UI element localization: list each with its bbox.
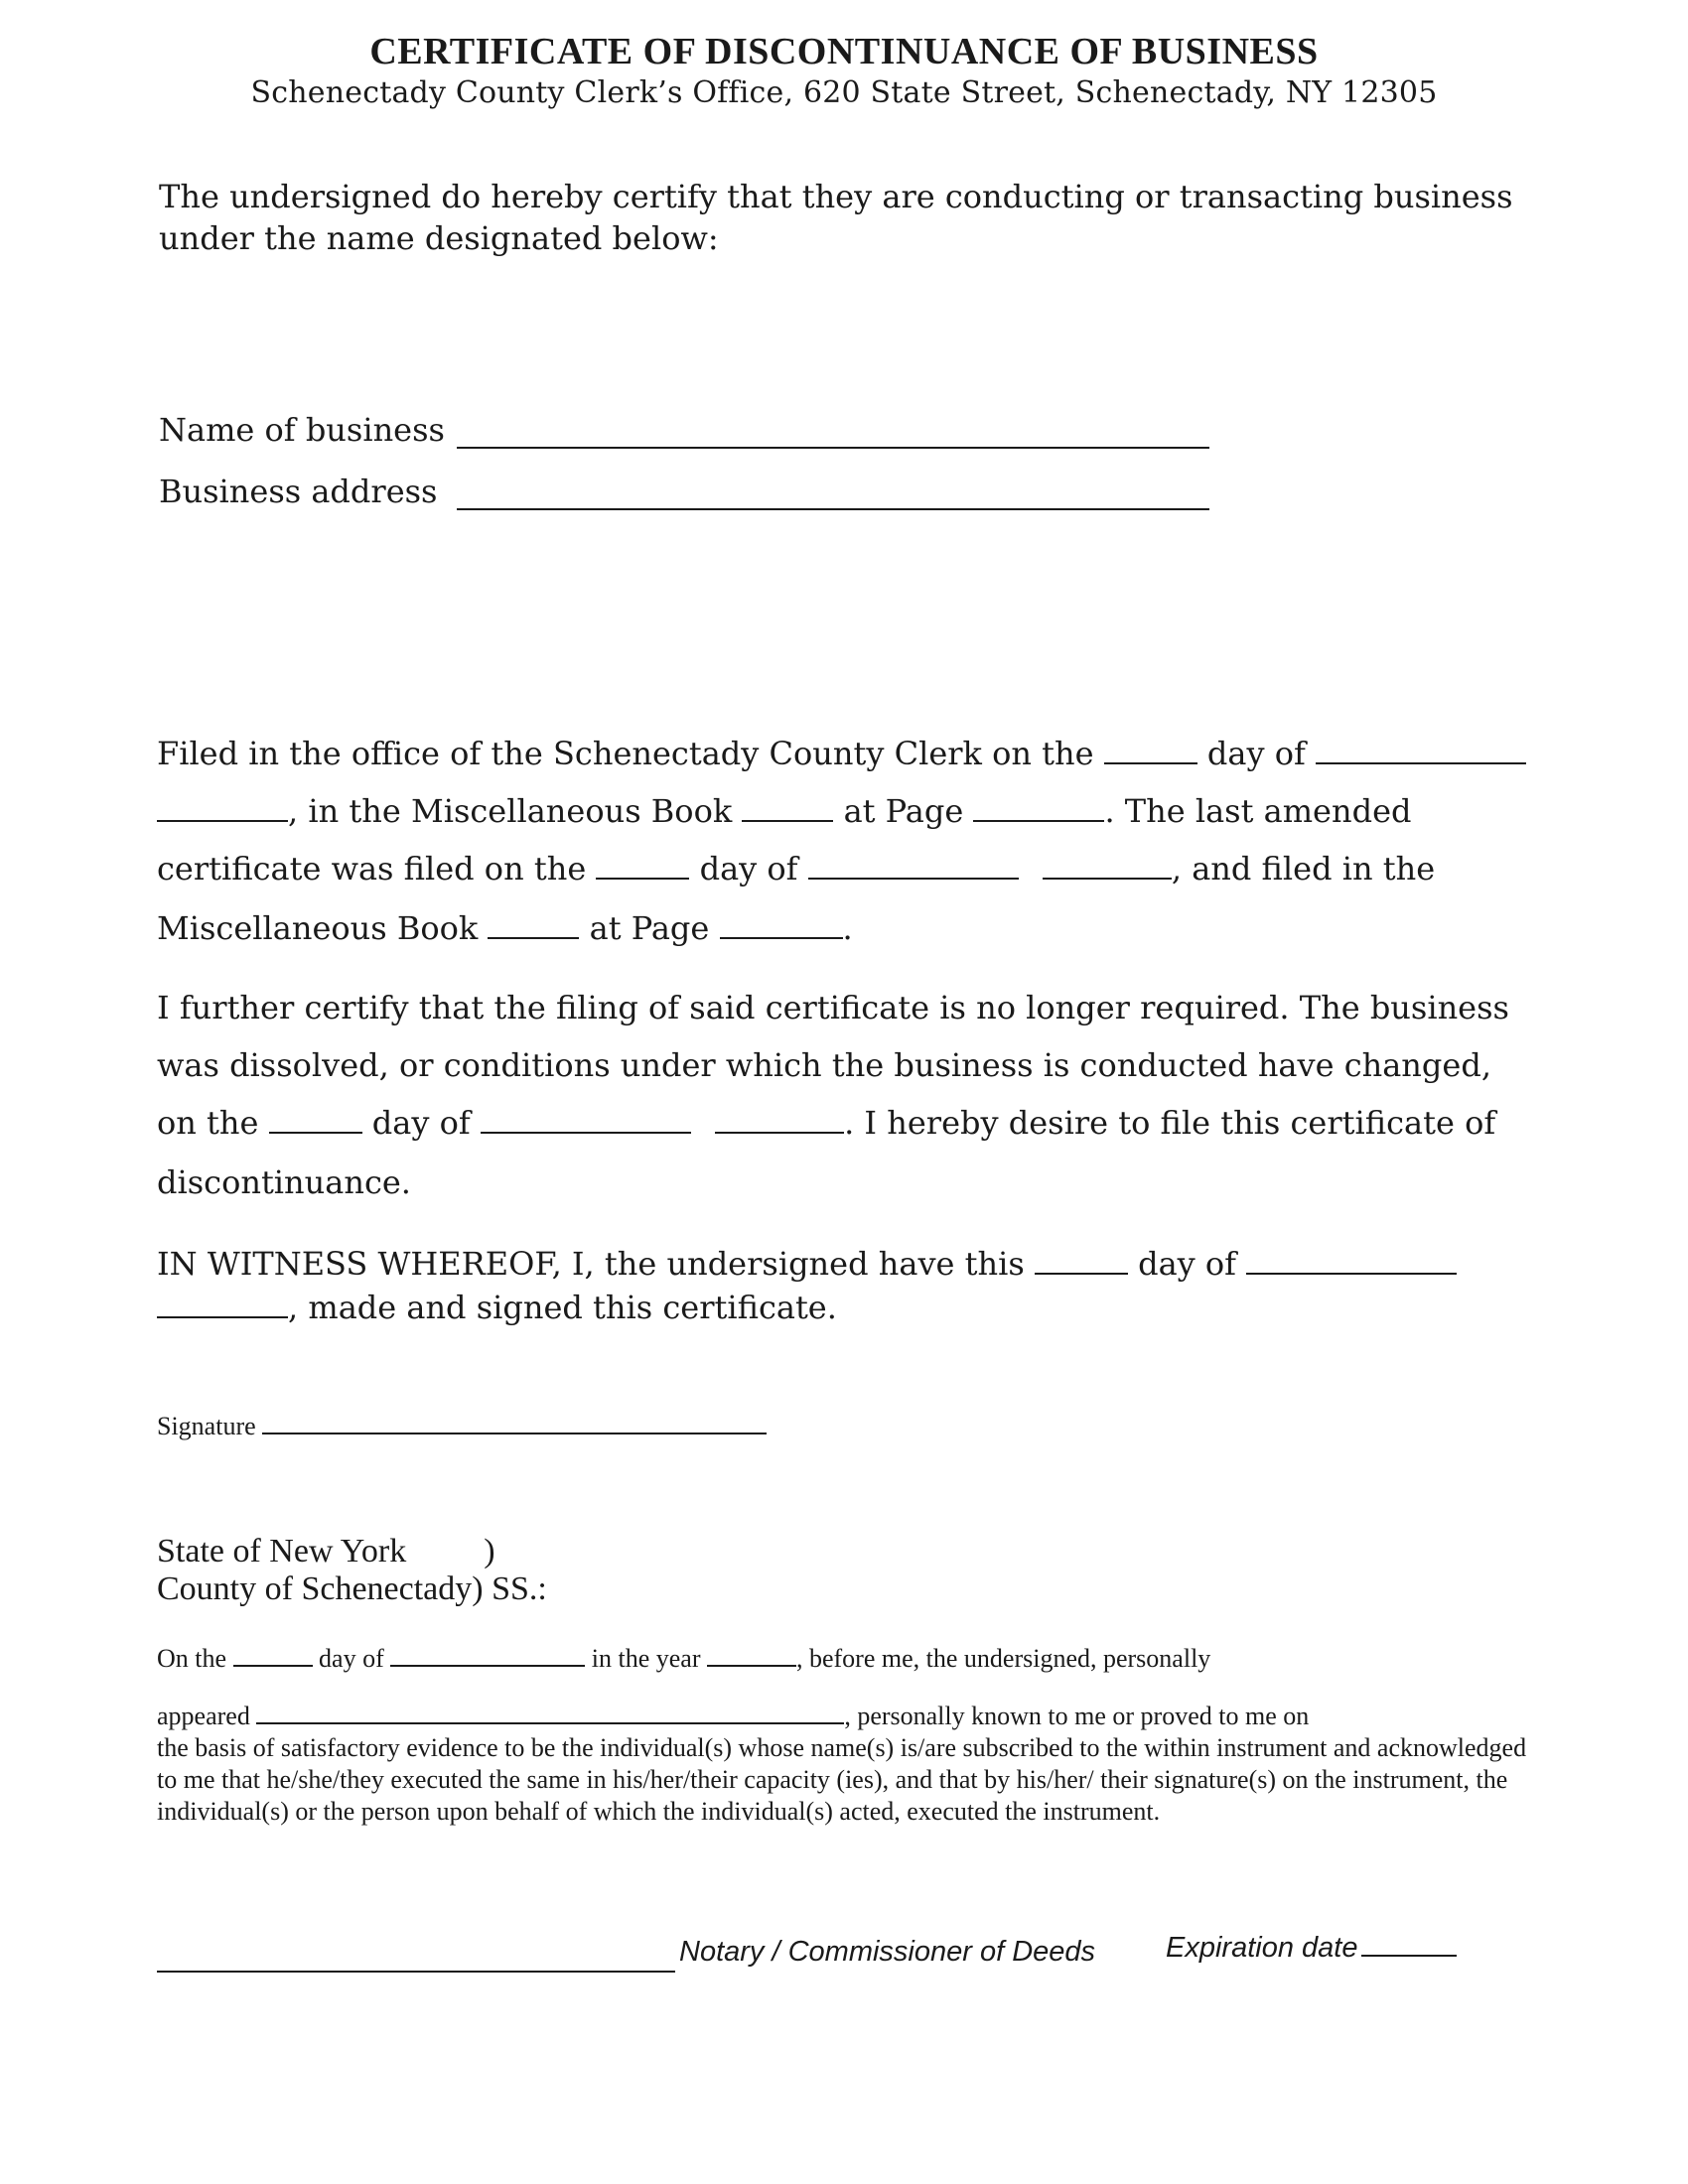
amended-book-field[interactable] [488, 911, 579, 939]
witness-month-field[interactable] [1246, 1247, 1457, 1275]
intro-line-1: The undersigned do hereby certify that they are conducting or transacting business [159, 178, 1513, 215]
expiration-label: Expiration date [1166, 1932, 1358, 1964]
ack-text-f: , personally known to me or proved to me on [844, 1702, 1310, 1730]
dissolved-month-field[interactable] [481, 1106, 691, 1134]
ack-month-field[interactable] [390, 1645, 585, 1667]
further-line-1: I further certify that the filing of said certificate is no longer required. The business [157, 989, 1509, 1026]
amended-year-field[interactable] [1043, 852, 1172, 880]
filed-line-3 [157, 848, 1435, 889]
ack-appeared-field[interactable] [256, 1703, 844, 1724]
venue-state-label: State of New York [157, 1533, 407, 1570]
filed-line-2 [157, 790, 1411, 832]
filed-year-field[interactable] [157, 794, 288, 822]
notary-label: Notary / Commissioner of Deeds [679, 1936, 1096, 1968]
further-text-a: on the [157, 1104, 259, 1142]
amended-day-field[interactable] [596, 852, 689, 880]
ack-text-e: appeared [157, 1702, 250, 1730]
witness-text-c: , made and signed this certificate. [288, 1289, 837, 1326]
filed-text-i: Miscellaneous Book [157, 909, 479, 947]
venue-paren: ) [484, 1533, 495, 1570]
ack-text-d: , before me, the undersigned, personally [795, 1644, 1211, 1673]
witness-line-2 [157, 1287, 837, 1328]
witness-line-1 [157, 1243, 1457, 1285]
business-address-field[interactable] [457, 508, 1209, 510]
venue-state [157, 1533, 495, 1570]
clerk-office-address: Schenectady County Clerk’s Office, 620 State Street, Schenectady, NY 12305 [250, 75, 1438, 110]
ack-line-1 [157, 1644, 1210, 1674]
page-title: CERTIFICATE OF DISCONTINUANCE OF BUSINESS [369, 31, 1319, 72]
notary-signature-field[interactable] [157, 1971, 675, 1973]
further-line-2: was dissolved, or conditions under which the business is conducted have changed, [157, 1046, 1491, 1084]
witness-text-b: day of [1138, 1245, 1237, 1283]
ack-paragraph: the basis of satisfactory evidence to be the individual(s) whose name(s) is/are subscribed to the within instrument and acknowledged to me that he/she/they executed the same in his/her/their capacity (ies), and that by his/her/ their signature(s) on the instrument, the individual(s) or the person upon behalf of which the individual(s) acted, executed the instrument. [157, 1733, 1527, 1826]
filed-text-j: at Page [589, 909, 710, 947]
filed-day-field[interactable] [1104, 737, 1197, 764]
filed-text-b: day of [1206, 735, 1306, 772]
expiration-date-field[interactable] [1361, 1935, 1457, 1957]
signature-field[interactable] [262, 1413, 767, 1434]
witness-year-field[interactable] [157, 1291, 288, 1318]
signature-label: Signature [157, 1412, 256, 1440]
filed-text-h: , and filed in the [1171, 850, 1436, 887]
business-name-field[interactable] [457, 447, 1209, 449]
ack-day-field[interactable] [233, 1645, 313, 1667]
venue-county: County of Schenectady) SS.: [157, 1570, 547, 1607]
page-field[interactable] [973, 794, 1104, 822]
filed-text-a: Filed in the office of the Schenectady County Clerk on the [157, 735, 1094, 772]
further-text-c: . I hereby desire to file this certificate of [844, 1104, 1496, 1142]
filed-text-g: day of [699, 850, 798, 887]
further-text-b: day of [371, 1104, 471, 1142]
ack-text-b: day of [319, 1644, 384, 1673]
filed-text-d: at Page [843, 792, 964, 830]
dissolved-year-field[interactable] [715, 1106, 844, 1134]
ack-text-c: in the year [591, 1644, 701, 1673]
ack-line-2 [157, 1702, 1309, 1731]
filed-month-field[interactable] [1316, 737, 1526, 764]
expiration-line [1166, 1932, 1457, 1965]
witness-text-a: IN WITNESS WHEREOF, I, the undersigned have this [157, 1245, 1025, 1283]
ack-year-field[interactable] [707, 1645, 796, 1667]
business-address-label: Business address [159, 473, 438, 510]
dissolved-day-field[interactable] [269, 1106, 362, 1134]
filed-text-f: certificate was filed on the [157, 850, 587, 887]
filed-text-e: . The last amended [1104, 792, 1412, 830]
business-name-label: Name of business [159, 411, 445, 449]
filed-line-1 [157, 733, 1526, 774]
misc-book-field[interactable] [742, 794, 833, 822]
signature-line [157, 1412, 767, 1441]
ack-text-a: On the [157, 1644, 227, 1673]
filed-text-k: . [842, 909, 853, 947]
filed-text-c: , in the Miscellaneous Book [288, 792, 733, 830]
amended-page-field[interactable] [720, 911, 843, 939]
witness-day-field[interactable] [1035, 1247, 1128, 1275]
further-line-4: discontinuance. [157, 1163, 411, 1201]
filed-line-4 [157, 907, 853, 949]
further-line-3 [157, 1102, 1495, 1144]
intro-line-2: under the name designated below: [159, 219, 719, 257]
amended-month-field[interactable] [808, 852, 1019, 880]
